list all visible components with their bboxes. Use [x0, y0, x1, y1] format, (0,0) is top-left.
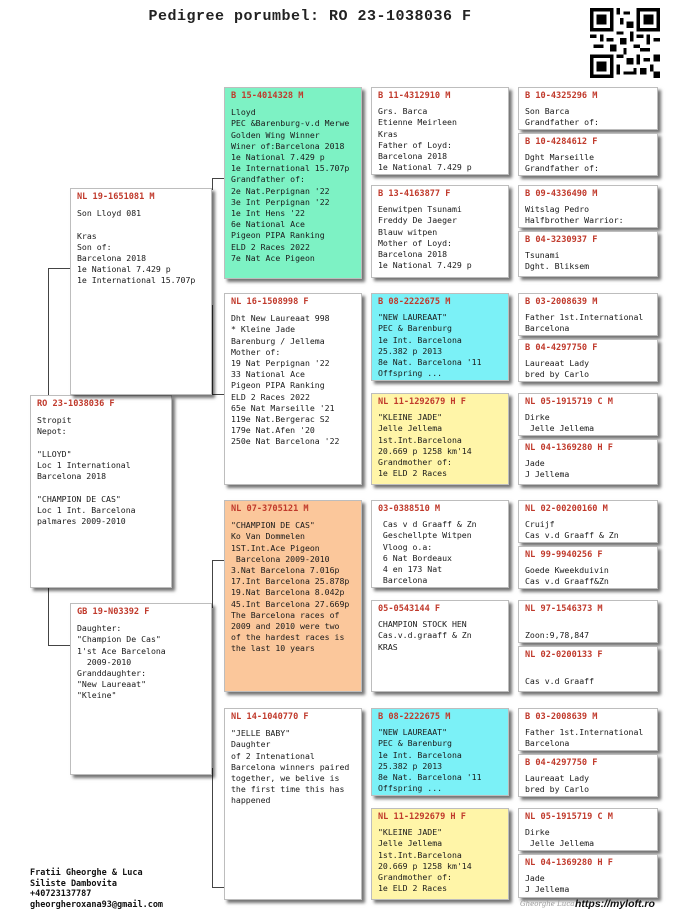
connector-dam-ds — [212, 560, 224, 608]
card-line: Jelle Jellema — [525, 838, 595, 849]
card-line: Halfbrother Warrior: — [525, 215, 624, 226]
ring-number: NL 07-3705121 M — [231, 504, 309, 514]
card-line: 1e National 7.429 p — [378, 162, 472, 173]
card-line: Grandmother of: — [378, 457, 452, 468]
card-text — [378, 204, 502, 271]
card-text — [525, 665, 651, 687]
page-title: Pedigree porumbel: RO 23-1038036 F — [148, 8, 472, 25]
card-line — [525, 665, 651, 676]
card-line: "Kleine" — [77, 690, 117, 701]
card-line: PEC &Barenburg-v.d Merwe — [231, 118, 350, 129]
card-line: Father 1st.International — [525, 312, 644, 323]
card-line: Cruijf — [525, 519, 555, 530]
card-line: Father of Loyd: — [378, 139, 452, 150]
card-line: "NEW LAUREAAT" — [378, 312, 448, 323]
pedigree-card-ss — [224, 87, 362, 279]
card-text — [525, 458, 651, 480]
card-line: "CHAMPION DE CAS" — [37, 493, 121, 504]
connector-sire-sd — [212, 305, 224, 395]
card-text — [525, 250, 651, 272]
card-line: ELD 2 Races 2022 — [231, 391, 310, 402]
card-line: 1e Int Hens '22 — [231, 208, 305, 219]
card-line: 8e Nat. Barcelona '11 — [378, 357, 482, 368]
pedigree-card-g5-3 — [518, 185, 658, 228]
ring-number: B 08-2222675 M — [378, 297, 451, 307]
card-line: Son Barca — [525, 106, 570, 117]
pedigree-card-dds — [371, 708, 509, 796]
pedigree-card-g5-15 — [518, 808, 658, 851]
ring-number: NL 11-1292679 H F — [378, 397, 466, 407]
card-line: "JELLE BABY" — [231, 728, 291, 739]
ring-number: NL 14-1040770 F — [231, 712, 309, 722]
card-line: CHAMPION STOCK HEN — [378, 619, 467, 630]
card-line: "Champion De Cas" — [77, 634, 161, 645]
card-line: 20.669 p 1258 km'14 — [378, 445, 472, 456]
card-line: 3.Nat Barcelona 7.016p — [231, 565, 340, 576]
card-line: 1st.Int.Barcelona — [378, 849, 462, 860]
ring-number: B 10-4325296 M — [525, 91, 598, 101]
ring-number: NL 11-1292679 H F — [378, 812, 466, 822]
card-line: Loc 1 Int. Barcelona — [37, 504, 136, 515]
ring-number: 03-0388510 M — [378, 504, 441, 514]
card-line: Son of: — [77, 241, 112, 252]
ring-number: NL 04-1369280 H F — [525, 858, 613, 868]
pedigree-card-ssd — [371, 185, 509, 278]
pedigree-card-ds — [224, 500, 362, 692]
card-line — [525, 619, 651, 630]
connector-sire-ss — [212, 178, 224, 190]
card-text — [525, 358, 651, 380]
ring-number: B 11-4312910 M — [378, 91, 451, 101]
pedigree-card-g5-7 — [518, 393, 658, 436]
card-line: 1e National 7.429 p — [231, 152, 325, 163]
card-line — [77, 219, 205, 230]
card-line: Laureaat Lady — [525, 358, 590, 369]
ring-number: B 03-2008639 M — [525, 297, 598, 307]
card-line: Cas v.d Graaff — [525, 676, 595, 687]
card-line: Cas.v.d.graaff & Zn — [378, 630, 472, 641]
card-line: "LLOYD" — [37, 448, 72, 459]
card-line: 1e International 15.707p — [231, 163, 350, 174]
card-line: of 2 Intenational — [231, 750, 315, 761]
card-line: Barcelona 2018 — [37, 471, 107, 482]
card-line: Son Lloyd 081 — [77, 208, 142, 219]
card-text — [525, 412, 651, 434]
card-line: Daughter — [231, 739, 271, 750]
pedigree-card-ddd — [371, 808, 509, 900]
pedigree-card-dss — [371, 500, 509, 588]
pedigree-card-sss — [371, 87, 509, 175]
card-line: Granddaughter: — [77, 668, 147, 679]
ring-number: B 09-4336490 M — [525, 189, 598, 199]
pedigree-card-sdd — [371, 393, 509, 485]
ring-number: NL 99-9940256 F — [525, 550, 603, 560]
card-line: Kras — [77, 230, 97, 241]
card-text — [77, 623, 205, 701]
card-line: Laureaat Lady — [525, 773, 590, 784]
card-line: Jelle Jellema — [378, 423, 443, 434]
card-line: Dght. Bliksem — [525, 261, 590, 272]
card-line — [37, 482, 165, 493]
card-text — [525, 873, 651, 895]
card-line: bred by Carlo — [525, 784, 590, 795]
pedigree-card-g5-8 — [518, 439, 658, 485]
card-line: the last 10 years — [231, 643, 315, 654]
card-line: Barcelona — [525, 738, 570, 749]
card-line: palmares 2009-2010 — [37, 516, 126, 527]
card-line: 1'st Ace Barcelona — [77, 645, 166, 656]
card-line: 119e Nat.Bergerac S2 — [231, 414, 330, 425]
pedigree-card-g5-10 — [518, 546, 658, 589]
card-text — [378, 727, 502, 794]
card-line: ELD 2 Races 2022 — [231, 241, 310, 252]
pedigree-card-dd — [224, 708, 362, 900]
card-line: Cas v d Graaff & Zn — [378, 519, 477, 530]
card-text — [525, 619, 651, 641]
card-line: Goede Kweekduivin — [525, 565, 609, 576]
pedigree-card-sd — [224, 293, 362, 485]
card-line: Barcelona — [525, 323, 570, 334]
card-line: 8e Nat. Barcelona '11 — [378, 772, 482, 783]
card-line: Barcelona 2018 — [378, 151, 448, 162]
card-line: Jade — [525, 458, 545, 469]
card-text — [378, 412, 502, 479]
card-line — [37, 438, 165, 449]
pedigree-card-g5-16 — [518, 854, 658, 898]
connector-dam-dd — [212, 768, 224, 888]
card-line: Dht New Laureaat 998 — [231, 313, 330, 324]
signature: Gheorghe Luca — [520, 900, 575, 908]
card-line: happened — [231, 795, 271, 806]
card-line: J Jellema — [525, 884, 570, 895]
card-line: Zoon:9,78,847 — [525, 630, 590, 641]
pedigree-card-g5-12 — [518, 646, 658, 692]
ring-number: NL 05-1915719 C M — [525, 812, 613, 822]
card-line: Grandmother of: — [378, 872, 452, 883]
breeder-phone: +40723137787 — [30, 889, 92, 899]
card-line: Offspring ... — [378, 783, 443, 794]
card-line: Vloog o.a: — [378, 541, 433, 552]
card-line: Stropit — [37, 415, 72, 426]
pedigree-card-g5-4 — [518, 231, 658, 277]
card-line: Geschellpte Witpen — [378, 530, 472, 541]
card-line: 4 en 173 Nat — [378, 564, 443, 575]
card-line: "KLEINE JADE" — [378, 412, 443, 423]
card-line: 1st.Int.Barcelona — [378, 434, 462, 445]
card-line: 17.Int Barcelona 25.878p — [231, 576, 350, 587]
card-line: "KLEINE JADE" — [378, 827, 443, 838]
ring-number: NL 05-1915719 C M — [525, 397, 613, 407]
card-line: Daughter: — [77, 623, 122, 634]
pedigree-card-dam — [70, 603, 212, 775]
card-text — [231, 728, 355, 806]
pedigree-card-sds — [371, 293, 509, 381]
card-line: Nepot: — [37, 426, 67, 437]
breeder-location: Siliste Dambovita — [30, 878, 117, 889]
card-line: Lloyd — [231, 107, 256, 118]
pedigree-card-sire — [70, 188, 212, 395]
card-line: * Kleine Jade — [231, 324, 296, 335]
card-line: 1e Int. Barcelona — [378, 334, 462, 345]
card-line: Grs. Barca — [378, 106, 428, 117]
card-text — [525, 204, 651, 226]
card-line: 2009-2010 — [77, 656, 132, 667]
card-text — [378, 519, 502, 586]
ring-number: B 13-4163877 F — [378, 189, 451, 199]
ring-number: NL 02-00200160 M — [525, 504, 608, 514]
card-line: "New Laureaat" — [77, 679, 147, 690]
card-line: Freddy De Jaeger — [378, 215, 457, 226]
card-line: 6e National Ace — [231, 219, 305, 230]
card-line: together, we belive is — [231, 773, 340, 784]
card-line: Jelle Jellema — [525, 423, 595, 434]
card-text — [231, 107, 355, 264]
card-line: 1e National 7.429 p — [378, 260, 472, 271]
card-line: 2e Nat.Perpignan '22 — [231, 185, 330, 196]
card-line: Pigeon PIPA Ranking — [231, 230, 325, 241]
card-line: Dirke — [525, 827, 550, 838]
card-text — [378, 619, 502, 653]
card-line: Father 1st.International — [525, 727, 644, 738]
card-line: Tsunami — [525, 250, 560, 261]
card-line: Barcelona winners paired — [231, 761, 350, 772]
card-line: 20.669 p 1258 km'14 — [378, 860, 472, 871]
card-line: PEC & Barenburg — [378, 738, 452, 749]
pedigree-card-dsd — [371, 600, 509, 692]
card-line: 1ST.Int.Ace Pigeon — [231, 542, 320, 553]
card-line: Cas v.d Graaff & Zn — [525, 530, 619, 541]
card-text — [378, 106, 502, 173]
connector-subject-sire — [48, 268, 70, 396]
ring-number: B 15-4014328 M — [231, 91, 304, 101]
card-line: PEC & Barenburg — [378, 323, 452, 334]
card-line: Barcelona 2018 — [378, 249, 448, 260]
card-line: Etienne Meirleen — [378, 117, 457, 128]
pedigree-card-g5-14 — [518, 754, 658, 797]
card-text — [525, 773, 651, 795]
card-line: Barenburg / Jellema — [231, 335, 325, 346]
card-line: J Jellema — [525, 469, 570, 480]
card-text — [525, 519, 651, 541]
card-line: 6 Nat Bordeaux — [378, 552, 452, 563]
ring-number: NL 19-1651081 M — [77, 192, 155, 202]
pedigree-card-subject — [30, 395, 172, 588]
card-line: 1e Int. Barcelona — [378, 749, 462, 760]
card-text — [231, 313, 355, 447]
card-line: the first time this has — [231, 784, 345, 795]
card-line: Dght Marseille — [525, 152, 595, 163]
card-line: 250e Nat Barcelona '22 — [231, 436, 340, 447]
pedigree-card-g5-6 — [518, 339, 658, 382]
card-text — [525, 565, 651, 587]
card-line: 33 National Ace — [231, 369, 305, 380]
pedigree-card-g5-11 — [518, 600, 658, 643]
breeder-name: Fratii Gheorghe & Luca — [30, 868, 143, 878]
ring-number: 05-0543144 F — [378, 604, 441, 614]
card-line: 2009 and 2010 were two — [231, 621, 340, 632]
pedigree-card-g5-9 — [518, 500, 658, 543]
card-line: Blauw witpen — [378, 226, 438, 237]
card-line: "NEW LAUREAAT" — [378, 727, 448, 738]
ring-number: B 03-2008639 M — [525, 712, 598, 722]
card-text — [525, 312, 651, 334]
breeder-email[interactable]: gheorgheroxana93@gmail.com — [30, 899, 164, 910]
pedigree-card-g5-1 — [518, 87, 658, 130]
card-line: of the hardest races is — [231, 632, 345, 643]
card-line: The Barcelona races of — [231, 609, 340, 620]
card-line: Jade — [525, 873, 545, 884]
card-line: Offspring ... — [378, 368, 443, 379]
ring-number: NL 16-1508998 F — [231, 297, 309, 307]
card-line: 179e Nat.Afen '20 — [231, 425, 315, 436]
card-line: 19.Nat Barcelona 8.042p — [231, 587, 345, 598]
card-line: Eenwitpen Tsunami — [378, 204, 462, 215]
card-text — [525, 152, 651, 174]
card-text — [378, 827, 502, 894]
ring-number: B 04-4297750 F — [525, 758, 598, 768]
ring-number: NL 04-1369280 H F — [525, 443, 613, 453]
ring-number: RO 23-1038036 F — [37, 399, 115, 409]
card-line: 7e Nat Ace Pigeon — [231, 252, 315, 263]
card-line: Barcelona — [378, 575, 428, 586]
card-line: Grandfather of: — [525, 117, 599, 128]
ring-number: B 04-4297750 F — [525, 343, 598, 353]
card-text — [525, 727, 651, 749]
ring-number: B 04-3230937 F — [525, 235, 598, 245]
card-line: Barcelona 2018 — [77, 253, 147, 264]
ring-number: NL 02-0200133 F — [525, 650, 603, 660]
connector-subject-dam — [48, 588, 70, 646]
card-text — [525, 827, 651, 849]
card-line: 65e Nat Marseille '21 — [231, 402, 335, 413]
pedigree-card-g5-13 — [518, 708, 658, 751]
card-line: Grandfather of: — [525, 163, 599, 174]
card-line: KRAS — [378, 641, 398, 652]
card-text — [37, 415, 165, 527]
card-line: 1e ELD 2 Races — [378, 468, 448, 479]
breeder-contact — [30, 868, 163, 910]
card-line: Dirke — [525, 412, 550, 423]
website-link[interactable]: https://myloft.ro — [575, 898, 655, 910]
card-line: 45.Int Barcelona 27.669p — [231, 598, 350, 609]
card-line: Kras — [378, 128, 398, 139]
card-line: Ko Van Dommelen — [231, 531, 305, 542]
card-line: bred by Carlo — [525, 369, 590, 380]
pedigree-card-g5-5 — [518, 293, 658, 336]
card-line: 25.382 p 2013 — [378, 760, 443, 771]
card-line: 25.382 p 2013 — [378, 345, 443, 356]
card-line: Barcelona 2009-2010 — [231, 553, 330, 564]
ring-number: B 08-2222675 M — [378, 712, 451, 722]
card-line: Witslag Pedro — [525, 204, 590, 215]
card-line: Pigeon PIPA Ranking — [231, 380, 325, 391]
card-line: Grandfather of: — [231, 174, 305, 185]
pedigree-card-g5-2 — [518, 133, 658, 176]
card-line: 1e National 7.429 p — [77, 264, 171, 275]
card-line: 1e International 15.707p — [77, 275, 196, 286]
card-line: Jelle Jellema — [378, 838, 443, 849]
ring-number: NL 97-1546373 M — [525, 604, 603, 614]
card-line: 3e Int Perpignan '22 — [231, 196, 330, 207]
card-text — [378, 312, 502, 379]
card-text — [525, 106, 651, 128]
card-line: Golden Wing Winner — [231, 129, 320, 140]
card-line: 19 Nat Perpignan '22 — [231, 358, 330, 369]
card-line: Winer of:Barcelona 2018 — [231, 140, 345, 151]
card-line: Mother of: — [231, 346, 281, 357]
qr-code-icon — [590, 8, 660, 78]
card-text — [231, 520, 355, 654]
card-line: Loc 1 International — [37, 460, 131, 471]
card-line: Cas v.d Graaff&Zn — [525, 576, 609, 587]
ring-number: B 10-4284612 F — [525, 137, 598, 147]
ring-number: GB 19-N03392 F — [77, 607, 150, 617]
card-line: Mother of Loyd: — [378, 237, 452, 248]
card-line: 1e ELD 2 Races — [378, 883, 448, 894]
card-text — [77, 208, 205, 286]
card-line: "CHAMPION DE CAS" — [231, 520, 315, 531]
